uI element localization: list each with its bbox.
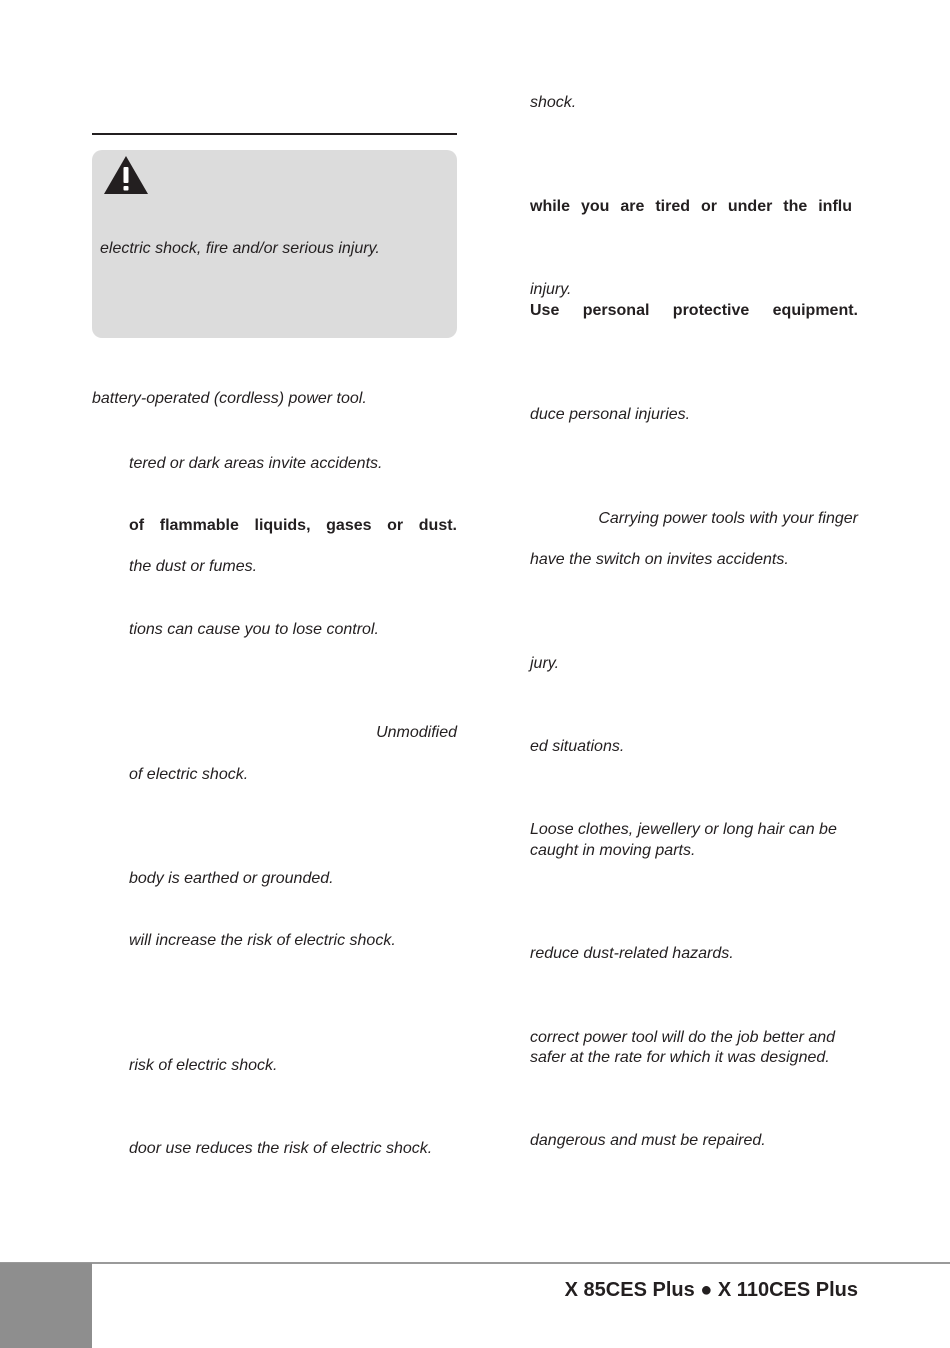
left-line-bold: of flammable liquids, gases or dust.	[129, 517, 457, 534]
right-line: correct power tool will do the job better and	[530, 1029, 836, 1046]
left-line: door use reduces the risk of electric shock.	[129, 1140, 433, 1157]
right-line: Carrying power tools with your finger	[598, 510, 858, 527]
left-line: will increase the risk of electric shock.	[129, 932, 396, 949]
right-line: safer at the rate for which it was designed.	[530, 1049, 830, 1066]
warning-text: electric shock, fire and/or serious injury.	[100, 240, 380, 257]
right-line: ed situations.	[530, 738, 625, 755]
right-line: dangerous and must be repaired.	[530, 1132, 766, 1149]
footer-page-tab	[0, 1263, 92, 1348]
left-line: the dust or fumes.	[129, 558, 258, 575]
left-line: body is earthed or grounded.	[129, 870, 334, 887]
left-line: battery-operated (cordless) power tool.	[92, 390, 367, 407]
left-line: Unmodified	[376, 724, 457, 741]
right-line: jury.	[530, 655, 560, 672]
right-line: have the switch on invites accidents.	[530, 551, 789, 568]
left-line: risk of electric shock.	[129, 1057, 278, 1074]
warning-triangle-icon	[103, 155, 149, 195]
right-line: shock.	[530, 94, 577, 111]
right-line: caught in moving parts.	[530, 842, 696, 859]
left-line: of electric shock.	[129, 766, 249, 783]
right-line: Loose clothes, jewellery or long hair can be	[530, 821, 837, 838]
right-line-bold: Use personal protective equipment.	[530, 302, 858, 319]
footer-rule	[0, 1262, 950, 1264]
right-line: reduce dust-related hazards.	[530, 945, 734, 962]
right-line: duce personal injuries.	[530, 406, 691, 423]
section-rule	[92, 133, 457, 135]
model-title: X 85CES Plus ● X 110CES Plus	[564, 1279, 858, 1301]
right-line-bold: while you are tired or under the influ	[530, 198, 852, 215]
left-line: tered or dark areas invite accidents.	[129, 455, 383, 472]
right-line: injury.	[530, 281, 572, 298]
left-line: tions can cause you to lose control.	[129, 621, 379, 638]
